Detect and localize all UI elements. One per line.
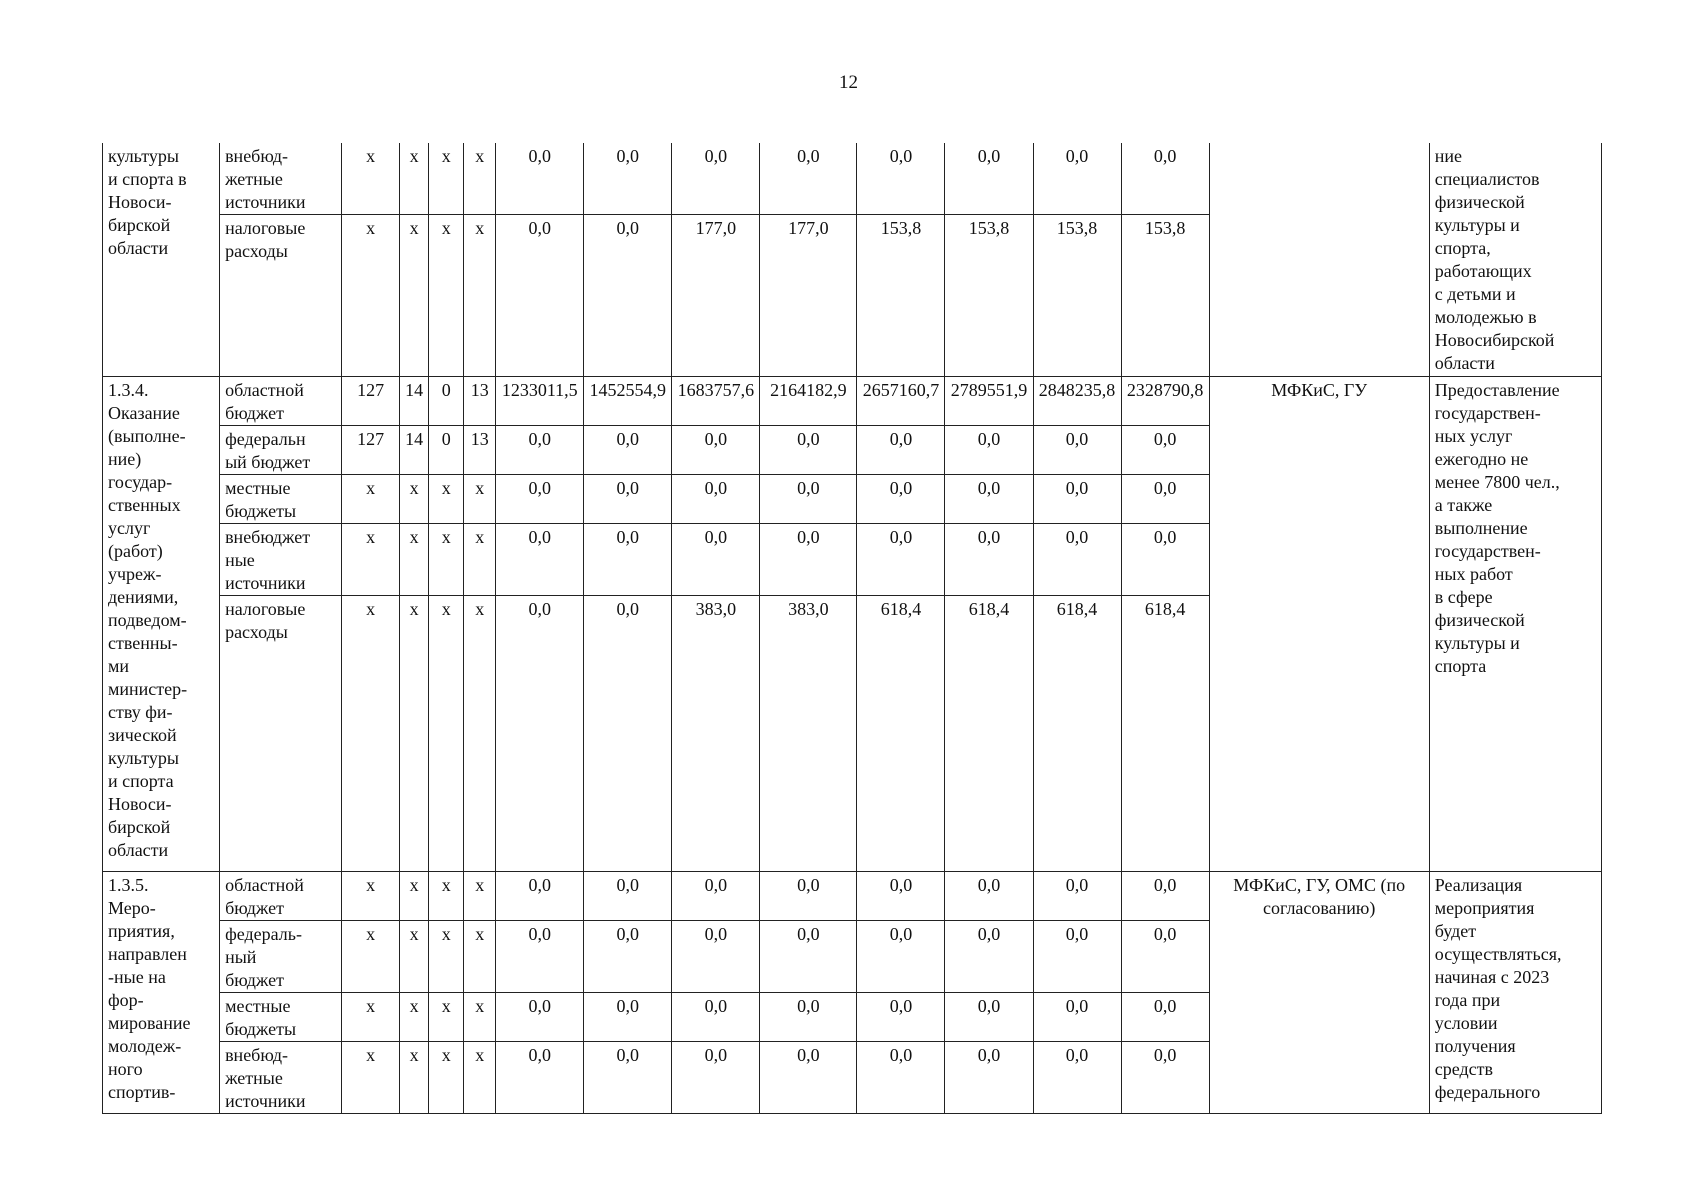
- budget-code-cell: 13: [464, 426, 496, 475]
- funding-source-cell: налоговые расходы: [220, 596, 342, 872]
- amount-cell: 153,8: [1033, 215, 1121, 377]
- amount-cell: 0,0: [760, 921, 857, 993]
- budget-code-cell: х: [464, 1042, 496, 1114]
- amount-cell: 0,0: [760, 426, 857, 475]
- budget-code-cell: х: [400, 596, 429, 872]
- amount-cell: 0,0: [584, 1042, 672, 1114]
- amount-cell: 177,0: [760, 215, 857, 377]
- amount-cell: 0,0: [584, 215, 672, 377]
- amount-cell: 0,0: [584, 872, 672, 921]
- amount-cell: 0,0: [672, 524, 760, 596]
- amount-cell: 0,0: [672, 143, 760, 215]
- amount-cell: 0,0: [945, 921, 1033, 993]
- amount-cell: 0,0: [945, 1042, 1033, 1114]
- amount-cell: 0,0: [496, 426, 584, 475]
- table-body: [103, 143, 1602, 1114]
- amount-cell: 0,0: [1033, 475, 1121, 524]
- funding-source-cell: внебюд- жетные источники: [220, 1042, 342, 1114]
- amount-cell: 618,4: [1121, 596, 1209, 872]
- amount-cell: 153,8: [1121, 215, 1209, 377]
- budget-code-cell: х: [429, 1042, 464, 1114]
- budget-code-cell: х: [464, 872, 496, 921]
- budget-code-cell: х: [342, 215, 400, 377]
- amount-cell: 2789551,9: [945, 377, 1033, 426]
- budget-code-cell: х: [342, 475, 400, 524]
- budget-code-cell: х: [342, 872, 400, 921]
- amount-cell: 0,0: [672, 1042, 760, 1114]
- amount-cell: 0,0: [857, 143, 945, 215]
- amount-cell: 177,0: [672, 215, 760, 377]
- amount-cell: 383,0: [760, 596, 857, 872]
- amount-cell: 2657160,7: [857, 377, 945, 426]
- budget-code-cell: х: [464, 143, 496, 215]
- amount-cell: 0,0: [857, 475, 945, 524]
- budget-code-cell: х: [342, 993, 400, 1042]
- budget-code-cell: 0: [429, 377, 464, 426]
- budget-code-cell: х: [400, 872, 429, 921]
- executor-cell: МФКиС, ГУ: [1209, 377, 1429, 872]
- budget-code-cell: х: [342, 1042, 400, 1114]
- budget-code-cell: х: [400, 475, 429, 524]
- budget-code-cell: х: [429, 596, 464, 872]
- budget-code-cell: х: [342, 596, 400, 872]
- amount-cell: 0,0: [672, 426, 760, 475]
- budget-code-cell: х: [464, 215, 496, 377]
- budget-code-cell: х: [400, 524, 429, 596]
- amount-cell: 2328790,8: [1121, 377, 1209, 426]
- table-row: [103, 872, 1602, 921]
- amount-cell: 0,0: [945, 143, 1033, 215]
- budget-code-cell: х: [464, 921, 496, 993]
- budget-code-cell: х: [464, 596, 496, 872]
- budget-code-cell: х: [400, 921, 429, 993]
- funding-source-cell: федеральн ый бюджет: [220, 426, 342, 475]
- funding-source-cell: налоговые расходы: [220, 215, 342, 377]
- funding-source-cell: областной бюджет: [220, 872, 342, 921]
- amount-cell: 0,0: [584, 596, 672, 872]
- amount-cell: 0,0: [1121, 993, 1209, 1042]
- budget-code-cell: х: [400, 993, 429, 1042]
- table-row: [103, 377, 1602, 426]
- amount-cell: 0,0: [496, 143, 584, 215]
- program-table: [102, 143, 1602, 1114]
- amount-cell: 0,0: [496, 215, 584, 377]
- amount-cell: 0,0: [672, 993, 760, 1042]
- budget-code-cell: х: [464, 993, 496, 1042]
- amount-cell: 0,0: [1033, 1042, 1121, 1114]
- amount-cell: 0,0: [584, 921, 672, 993]
- amount-cell: 0,0: [584, 475, 672, 524]
- amount-cell: 153,8: [857, 215, 945, 377]
- amount-cell: 0,0: [584, 143, 672, 215]
- budget-code-cell: х: [400, 143, 429, 215]
- activity-name-cell: культуры и спорта в Новоси- бирской области: [103, 143, 220, 377]
- activity-name-cell: 1.3.4. Оказание (выполне- ние) государ- ственных услуг (работ) учреж- дениями, подведом- ственны- ми министер- ству фи- зической культуры и спорта Новоси- бирской области: [103, 377, 220, 872]
- amount-cell: 0,0: [857, 426, 945, 475]
- funding-source-cell: местные бюджеты: [220, 475, 342, 524]
- budget-code-cell: х: [400, 215, 429, 377]
- budget-code-cell: 14: [400, 426, 429, 475]
- amount-cell: 0,0: [496, 921, 584, 993]
- budget-code-cell: х: [429, 872, 464, 921]
- amount-cell: 0,0: [1033, 872, 1121, 921]
- amount-cell: 0,0: [945, 993, 1033, 1042]
- amount-cell: 0,0: [760, 143, 857, 215]
- amount-cell: 0,0: [672, 921, 760, 993]
- result-cell: Предоставление государствен- ных услуг ежегодно не менее 7800 чел., а также выполнение государствен- ных работ в сфере физической культуры и спорта: [1429, 377, 1601, 872]
- amount-cell: 1233011,5: [496, 377, 584, 426]
- budget-code-cell: 0: [429, 426, 464, 475]
- amount-cell: 0,0: [1121, 524, 1209, 596]
- budget-code-cell: х: [464, 475, 496, 524]
- funding-source-cell: федераль- ный бюджет: [220, 921, 342, 993]
- amount-cell: 0,0: [1121, 426, 1209, 475]
- amount-cell: 0,0: [584, 993, 672, 1042]
- budget-code-cell: 14: [400, 377, 429, 426]
- amount-cell: 0,0: [496, 596, 584, 872]
- amount-cell: 2848235,8: [1033, 377, 1121, 426]
- budget-code-cell: х: [464, 524, 496, 596]
- executor-cell: МФКиС, ГУ, ОМС (по согласованию): [1209, 872, 1429, 1114]
- amount-cell: 0,0: [584, 426, 672, 475]
- budget-code-cell: 127: [342, 377, 400, 426]
- funding-source-cell: внебюд- жетные источники: [220, 143, 342, 215]
- amount-cell: 1683757,6: [672, 377, 760, 426]
- amount-cell: 618,4: [945, 596, 1033, 872]
- amount-cell: 0,0: [584, 524, 672, 596]
- budget-code-cell: х: [429, 143, 464, 215]
- amount-cell: 0,0: [760, 524, 857, 596]
- amount-cell: 0,0: [857, 1042, 945, 1114]
- budget-code-cell: 127: [342, 426, 400, 475]
- budget-code-cell: х: [342, 921, 400, 993]
- amount-cell: 0,0: [1121, 475, 1209, 524]
- amount-cell: 618,4: [1033, 596, 1121, 872]
- executor-cell: [1209, 143, 1429, 377]
- budget-code-cell: х: [429, 215, 464, 377]
- table-row: [103, 143, 1602, 215]
- amount-cell: 0,0: [857, 872, 945, 921]
- amount-cell: 0,0: [945, 475, 1033, 524]
- funding-source-cell: внебюджет ные источники: [220, 524, 342, 596]
- amount-cell: 0,0: [1033, 921, 1121, 993]
- amount-cell: 0,0: [1121, 1042, 1209, 1114]
- result-cell: Реализация мероприятия будет осуществляться, начиная с 2023 года при условии получения средств федерального: [1429, 872, 1601, 1114]
- amount-cell: 0,0: [945, 426, 1033, 475]
- result-cell: ние специалистов физической культуры и спорта, работающих с детьми и молодежью в Новосибирской области: [1429, 143, 1601, 377]
- budget-code-cell: х: [429, 921, 464, 993]
- amount-cell: 0,0: [496, 1042, 584, 1114]
- page-number: 12: [839, 72, 858, 93]
- amount-cell: 383,0: [672, 596, 760, 872]
- amount-cell: 0,0: [1033, 143, 1121, 215]
- amount-cell: 0,0: [1121, 872, 1209, 921]
- amount-cell: 618,4: [857, 596, 945, 872]
- amount-cell: 0,0: [1121, 143, 1209, 215]
- budget-code-cell: х: [429, 524, 464, 596]
- budget-code-cell: х: [342, 143, 400, 215]
- funding-source-cell: областной бюджет: [220, 377, 342, 426]
- amount-cell: 1452554,9: [584, 377, 672, 426]
- amount-cell: 0,0: [1033, 426, 1121, 475]
- amount-cell: 0,0: [760, 872, 857, 921]
- amount-cell: 0,0: [672, 475, 760, 524]
- budget-code-cell: х: [429, 993, 464, 1042]
- amount-cell: 153,8: [945, 215, 1033, 377]
- amount-cell: 0,0: [496, 872, 584, 921]
- amount-cell: 0,0: [496, 524, 584, 596]
- budget-code-cell: 13: [464, 377, 496, 426]
- amount-cell: 0,0: [672, 872, 760, 921]
- activity-name-cell: 1.3.5. Меро- приятия, направлен -ные на фор- мирование молодеж- ного спортив-: [103, 872, 220, 1114]
- amount-cell: 0,0: [760, 993, 857, 1042]
- budget-code-cell: х: [400, 1042, 429, 1114]
- amount-cell: 0,0: [760, 475, 857, 524]
- amount-cell: 0,0: [1121, 921, 1209, 993]
- amount-cell: 0,0: [857, 993, 945, 1042]
- amount-cell: 0,0: [496, 993, 584, 1042]
- amount-cell: 0,0: [857, 524, 945, 596]
- amount-cell: 2164182,9: [760, 377, 857, 426]
- amount-cell: 0,0: [945, 524, 1033, 596]
- amount-cell: 0,0: [857, 921, 945, 993]
- amount-cell: 0,0: [1033, 993, 1121, 1042]
- amount-cell: 0,0: [945, 872, 1033, 921]
- funding-source-cell: местные бюджеты: [220, 993, 342, 1042]
- amount-cell: 0,0: [760, 1042, 857, 1114]
- amount-cell: 0,0: [496, 475, 584, 524]
- amount-cell: 0,0: [1033, 524, 1121, 596]
- budget-code-cell: х: [342, 524, 400, 596]
- budget-code-cell: х: [429, 475, 464, 524]
